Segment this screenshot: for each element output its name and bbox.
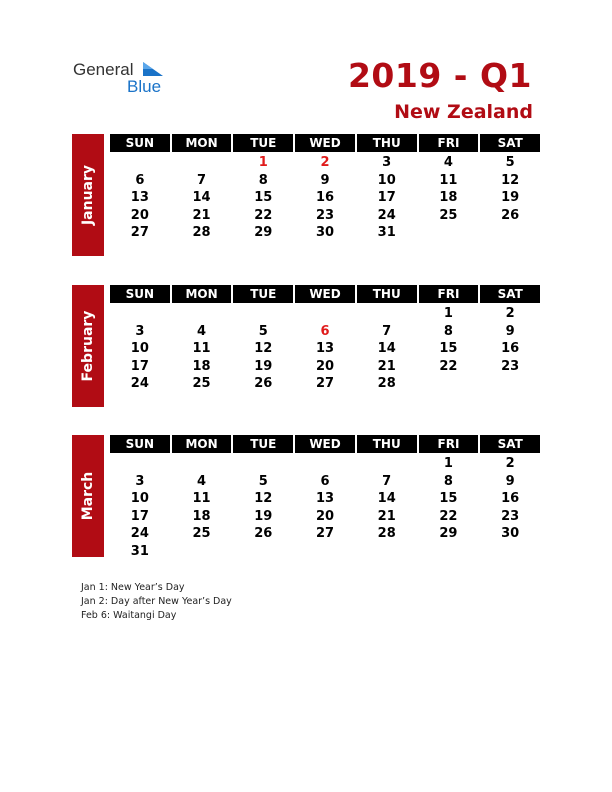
day-cell: 26 xyxy=(254,376,273,391)
day-cell: 7 xyxy=(382,323,392,339)
day-cell: 11 xyxy=(192,491,211,506)
weekday-header: FRI xyxy=(419,435,479,453)
day-cell: 24 xyxy=(377,207,396,223)
day-cell: 12 xyxy=(254,491,273,506)
day-cell: 21 xyxy=(377,508,396,524)
day-cell: 15 xyxy=(254,190,273,205)
weekday-header: MON xyxy=(172,285,232,303)
month-label-tab xyxy=(72,134,104,256)
day-cell: 27 xyxy=(130,225,149,240)
day-cell: 3 xyxy=(135,323,145,339)
day-cell: 19 xyxy=(254,358,273,374)
holiday-note: Jan 2: Day after New Year’s Day xyxy=(81,596,232,607)
logo-text-general: General xyxy=(73,60,134,79)
month-name: February xyxy=(80,310,96,382)
day-cell: 2 xyxy=(505,456,515,471)
weekday-header: MON xyxy=(172,134,232,152)
day-cell: 22 xyxy=(254,207,273,223)
day-cell: 29 xyxy=(254,225,273,240)
empty-day-cell xyxy=(357,455,417,473)
day-cell: 9 xyxy=(320,172,330,188)
day-cell: 19 xyxy=(501,190,520,205)
day-cell: 25 xyxy=(439,207,458,223)
day-cell: 20 xyxy=(315,358,335,374)
holiday-day-cell: 1 xyxy=(258,155,268,170)
day-cell: 6 xyxy=(320,473,330,489)
day-cell: 6 xyxy=(135,172,145,188)
day-cell: 25 xyxy=(192,526,211,541)
weekday-header-row xyxy=(110,134,540,152)
month-label-tab xyxy=(72,285,104,407)
day-cell: 20 xyxy=(315,508,335,524)
day-cell: 7 xyxy=(197,172,207,188)
empty-day-cell xyxy=(233,305,293,323)
empty-day-cell xyxy=(172,455,232,473)
day-cell: 17 xyxy=(130,358,149,374)
day-cell: 26 xyxy=(254,526,273,541)
month-label-tab xyxy=(72,435,104,557)
day-cell: 2 xyxy=(505,306,515,321)
weekday-header: WED xyxy=(295,285,355,303)
day-cell: 3 xyxy=(382,155,392,170)
empty-day-cell xyxy=(110,305,170,323)
day-cell: 21 xyxy=(377,358,396,374)
day-cell: 3 xyxy=(135,473,145,489)
empty-day-cell xyxy=(110,455,170,473)
day-cell: 4 xyxy=(197,473,207,489)
brand-logo xyxy=(73,60,183,100)
weekday-header: THU xyxy=(357,285,417,303)
day-cell: 10 xyxy=(377,172,396,188)
day-cell: 28 xyxy=(377,526,396,541)
day-cell: 9 xyxy=(505,473,515,489)
day-cell: 15 xyxy=(439,341,458,356)
day-cell: 14 xyxy=(377,341,396,356)
holiday-note: Jan 1: New Year’s Day xyxy=(81,582,185,593)
holiday-day-cell: 2 xyxy=(320,155,330,170)
empty-day-cell xyxy=(357,305,417,323)
weekday-header: FRI xyxy=(419,134,479,152)
day-cell: 7 xyxy=(382,473,392,489)
month-name: March xyxy=(80,471,96,521)
day-cell: 28 xyxy=(377,376,396,391)
page-title: 2019 - Q1 xyxy=(347,56,532,95)
empty-day-cell xyxy=(295,455,355,473)
holiday-notes xyxy=(81,581,232,623)
weekday-header: SAT xyxy=(480,134,540,152)
day-cell: 31 xyxy=(377,225,396,240)
weekday-header: WED xyxy=(295,435,355,453)
weekday-header: THU xyxy=(357,435,417,453)
logo-text-blue: Blue xyxy=(127,77,162,96)
day-cell: 27 xyxy=(315,526,335,541)
day-cell: 30 xyxy=(501,526,520,541)
day-cell: 23 xyxy=(501,508,520,524)
day-cell: 10 xyxy=(130,341,149,356)
day-cell: 24 xyxy=(130,526,149,541)
day-cell: 30 xyxy=(315,225,335,240)
weekday-header: SUN xyxy=(110,285,170,303)
day-grid xyxy=(110,455,540,560)
day-cell: 5 xyxy=(258,473,268,489)
weekday-header: SAT xyxy=(480,285,540,303)
day-cell: 13 xyxy=(315,341,335,356)
day-grid xyxy=(110,154,540,242)
day-cell: 1 xyxy=(443,456,453,471)
country-name: New Zealand xyxy=(394,101,533,123)
day-cell: 31 xyxy=(130,543,149,559)
day-cell: 8 xyxy=(258,172,268,188)
empty-day-cell xyxy=(295,305,355,323)
day-cell: 22 xyxy=(439,508,458,524)
day-cell: 20 xyxy=(130,207,149,223)
logo-flag-icon xyxy=(143,62,165,78)
day-cell: 16 xyxy=(315,190,335,205)
empty-day-cell xyxy=(110,154,170,172)
day-cell: 15 xyxy=(439,491,458,506)
day-cell: 14 xyxy=(192,190,211,205)
day-cell: 9 xyxy=(505,323,515,339)
day-cell: 18 xyxy=(439,190,458,205)
month-name: January xyxy=(80,164,96,226)
day-cell: 12 xyxy=(254,341,273,356)
day-cell: 29 xyxy=(439,526,458,541)
day-cell: 16 xyxy=(501,491,520,506)
weekday-header: SUN xyxy=(110,134,170,152)
day-cell: 13 xyxy=(130,190,149,205)
day-cell: 19 xyxy=(254,508,273,524)
empty-day-cell xyxy=(172,305,232,323)
weekday-header: THU xyxy=(357,134,417,152)
day-cell: 24 xyxy=(130,376,149,391)
day-cell: 4 xyxy=(443,155,453,170)
day-cell: 8 xyxy=(443,473,453,489)
day-cell: 27 xyxy=(315,376,335,391)
day-grid xyxy=(110,305,540,393)
day-cell: 23 xyxy=(315,207,335,223)
weekday-header: SAT xyxy=(480,435,540,453)
weekday-header: FRI xyxy=(419,285,479,303)
day-cell: 13 xyxy=(315,491,335,506)
day-cell: 1 xyxy=(443,306,453,321)
day-cell: 17 xyxy=(130,508,149,524)
holiday-note: Feb 6: Waitangi Day xyxy=(81,610,177,621)
day-cell: 12 xyxy=(501,172,520,188)
day-cell: 18 xyxy=(192,358,211,374)
day-cell: 22 xyxy=(439,358,458,374)
day-cell: 11 xyxy=(439,172,458,188)
day-cell: 23 xyxy=(501,358,520,374)
weekday-header-row xyxy=(110,285,540,303)
day-cell: 28 xyxy=(192,225,211,240)
empty-day-cell xyxy=(233,455,293,473)
weekday-header: TUE xyxy=(233,134,293,152)
day-cell: 25 xyxy=(192,376,211,391)
day-cell: 8 xyxy=(443,323,453,339)
day-cell: 14 xyxy=(377,491,396,506)
day-cell: 18 xyxy=(192,508,211,524)
day-cell: 5 xyxy=(505,155,515,170)
day-cell: 21 xyxy=(192,207,211,223)
weekday-header: TUE xyxy=(233,435,293,453)
day-cell: 4 xyxy=(197,323,207,339)
weekday-header: SUN xyxy=(110,435,170,453)
holiday-day-cell: 6 xyxy=(320,323,330,339)
weekday-header-row xyxy=(110,435,540,453)
day-cell: 17 xyxy=(377,190,396,205)
weekday-header: TUE xyxy=(233,285,293,303)
empty-day-cell xyxy=(172,154,232,172)
day-cell: 5 xyxy=(258,323,268,339)
weekday-header: MON xyxy=(172,435,232,453)
day-cell: 26 xyxy=(501,207,520,223)
day-cell: 10 xyxy=(130,491,149,506)
day-cell: 16 xyxy=(501,341,520,356)
weekday-header: WED xyxy=(295,134,355,152)
day-cell: 11 xyxy=(192,341,211,356)
